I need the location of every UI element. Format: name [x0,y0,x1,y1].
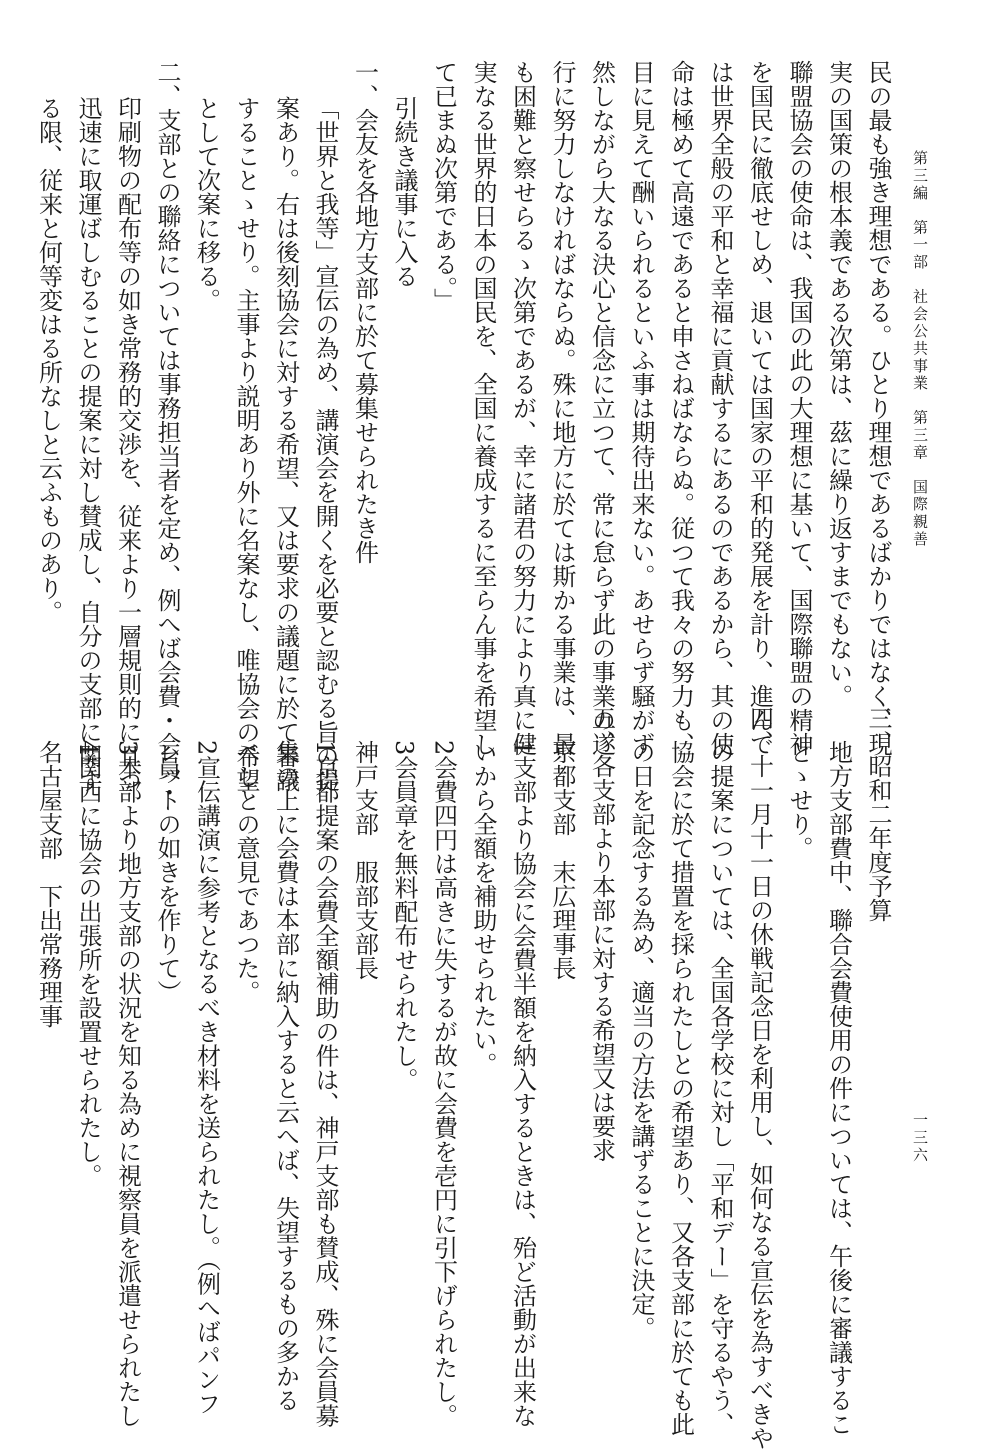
running-header: 第三編 第一部 社会公共事業 第三章 国際親善 [911,150,929,548]
text-line: 目に見えて酬いられるといふ事は期待出来ない。あせらず騒がず [627,60,655,756]
text-line: 地方支部費中、聯合会費使用の件については、午後に審議するこ [824,740,853,1436]
text-line: 一、会友を各地方支部に於て募集せられたき件 [350,60,379,564]
text-line: 二、支部との聯絡については事務担当者を定め、例へば会費・会員・ [153,60,181,804]
text-line: を国民に徹底せしめ、退いては国家の平和的発展を計り、進んで [745,60,774,756]
text-line: レットの如きを作りて） [153,740,181,1004]
text-line: 実なる世界的日本の国民を、全国に養成するに至らん事を希望し [469,60,497,756]
text-line: 2会費四円は高きに失するが故に会費を壱円に引下げられたし。 [429,740,458,1428]
text-line: 案あり。右は後刻協会に対する希望、又は要求の議題に於て審議 [271,96,300,792]
text-line: 民の最も強き理想である。ひとり理想であるばかりではなく、現 [864,60,892,756]
text-line: の提案については、全国各学校に対し「平和デー」を守るやう、 [706,740,734,1436]
text-line: として次案に移る。 [192,96,221,312]
text-line: 神戸支部 服部支部長 [350,740,379,980]
text-line: 2宣伝講演に参考となるべき材料を送られたし。（例へばパンフ [192,740,221,1416]
text-line: することゝせり。主事より説明あり外に名案なし、唯協会の希望 [232,96,260,792]
page-number: 一三六 [911,1112,929,1164]
text-line: 三、昭和二年度予算 [864,706,892,922]
text-line: とゝせり。 [785,740,813,860]
text-line: 1京都提案の会費全額補助の件は、神戸支部も賛成、殊に会員募 [311,740,339,1428]
text-line: 京都支部 末広理事長 [548,740,576,980]
text-line: いから全額を補助せられたい。 [469,740,497,1076]
text-line: 集の上に会費は本部に納入すると云へば、失望するもの多かる [271,740,300,1412]
text-line: べしとの意見であつた。 [232,740,260,1004]
text-line: 1支部より協会に会費半額を納入するときは、殆ど活動が出来な [508,740,537,1428]
text-line: 名古屋支部 下出常務理事 [34,740,63,1028]
text-line: 然しながら大なる決心と信念に立つて、常に怠らず此の事業の遂 [587,60,616,756]
text-line: て已まぬ次第である。」 [429,60,458,312]
text-line: 3本部より地方支部の状況を知る為めに視察員を派遣せられたし [113,740,142,1428]
text-line: 行に努力しなければならぬ。殊に地方に於ては斯かる事業は、最 [548,60,576,756]
text-line: 四、十一月十一日の休戦記念日を利用し、如何なる宣伝を為すべきや [745,706,774,1450]
text-line: 実の国策の根本義である次第は、茲に繰り返すまでもない。 [824,60,853,708]
text-line: 五、各支部より本部に対する希望又は要求 [587,706,616,1162]
text-line: 印刷物の配布等の如き常務的交渉を、従来より一層規則的に且つ [113,96,142,792]
text-line: も困難と察せらるゝ次第であるが、幸に諸君の努力により真に健 [508,60,537,756]
text-line: 3会員章を無料配布せられたし。 [390,740,418,1092]
text-line: る限、従来と何等変はる所なしと云ふものあり。 [34,96,63,624]
text-line: の日を記念する為め、適当の方法を講ずることに決定。 [627,740,655,1340]
text-line: 引続き議事に入る [390,96,418,288]
text-line: は世界全般の平和と幸福に貢献するにあるのであるから、其の使 [706,60,734,756]
text-line: 聯盟協会の使命は、我国の此の大理想に基いて、国際聯盟の精神 [785,60,813,756]
text-line: 「世界と我等」宣伝の為め、講演会を開くを必要と認むる旨の提 [311,96,339,792]
text-line: 迅速に取運ばしむることの提案に対し賛成し、自分の支部に関す [74,96,102,792]
text-line: 命は極めて高遠であると申さねばならぬ。従つて我々の努力も、 [666,60,695,756]
text-line: 4関西に協会の出張所を設置せられたし。 [74,740,102,1188]
text-line: 協会に於て措置を採られたしとの希望あり、又各支部に於ても此 [666,740,695,1436]
